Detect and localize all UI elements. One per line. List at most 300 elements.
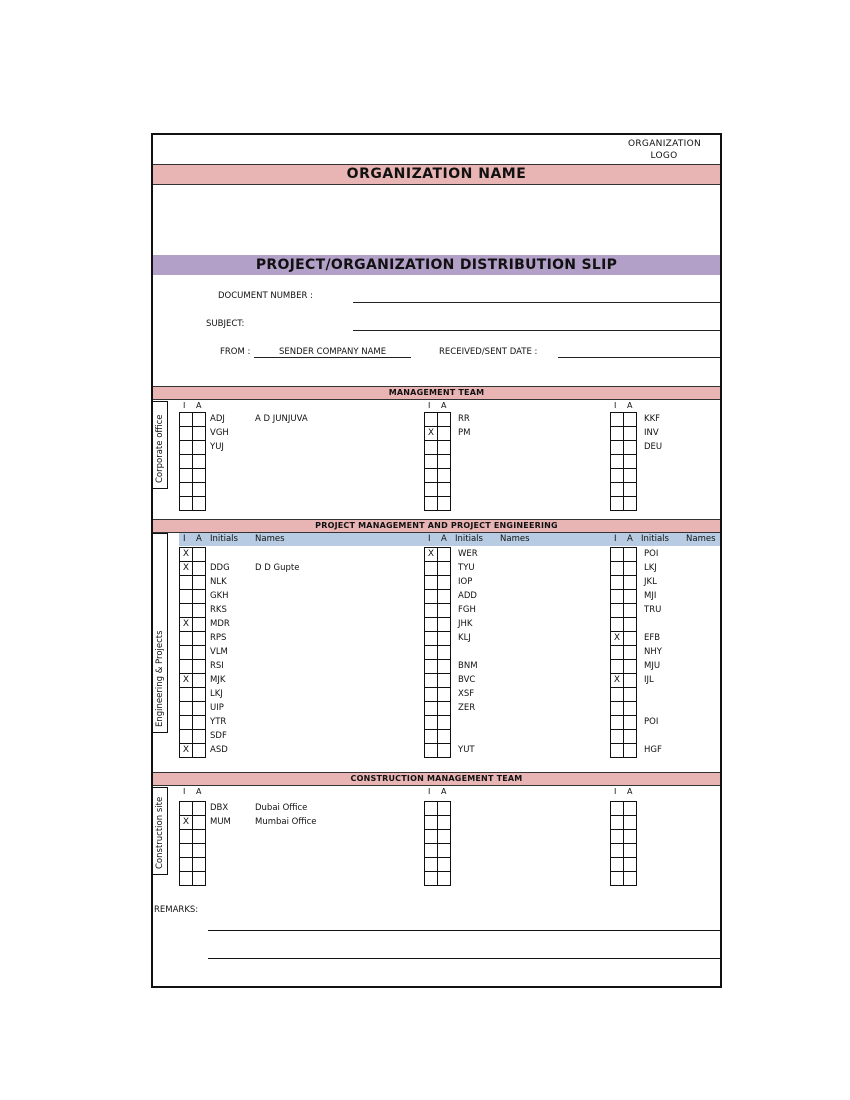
- eng-col1-a-checkbox[interactable]: [193, 730, 206, 744]
- eng-col3-a-checkbox[interactable]: [624, 632, 637, 646]
- eng-col1-row: [180, 646, 206, 660]
- mgmt-col2-a-checkbox[interactable]: [438, 441, 451, 455]
- mgmt-col1-a-checkbox[interactable]: [193, 427, 206, 441]
- eng-col1-a-checkbox[interactable]: [193, 590, 206, 604]
- eng-col3-row: [611, 562, 637, 576]
- mgmt-col2-a-checkbox[interactable]: [438, 483, 451, 497]
- cons-col3-i-checkbox[interactable]: [611, 844, 624, 858]
- cons-col2-a-checkbox[interactable]: [438, 872, 451, 886]
- cons-col1-a-checkbox[interactable]: [193, 844, 206, 858]
- cons-col1-row: [180, 830, 206, 844]
- eng-col2-a-checkbox[interactable]: [438, 688, 451, 702]
- eng-col3-i-checkbox[interactable]: X: [611, 674, 624, 688]
- eng-col1-initials: NLK: [210, 577, 227, 587]
- eng-col3-a-checkbox[interactable]: [624, 562, 637, 576]
- eng-col2-i-checkbox[interactable]: [425, 590, 438, 604]
- mgmt-col3-i-checkbox[interactable]: [611, 497, 624, 511]
- construction-site-label: Construction site: [155, 796, 165, 869]
- eng-col1-i-checkbox[interactable]: [180, 576, 193, 590]
- mgmt-col2-i-checkbox[interactable]: X: [425, 427, 438, 441]
- mgmt-col1-row: [180, 413, 206, 427]
- mgmt-col3-row: [611, 469, 637, 483]
- eng-col2-row: [425, 562, 451, 576]
- mgmt-col3-row: [611, 441, 637, 455]
- eng-col1-initials: LKJ: [210, 689, 223, 699]
- cons-col1-i-checkbox[interactable]: [180, 858, 193, 872]
- cons-col3-row: [611, 858, 637, 872]
- cons-col3-i-checkbox[interactable]: [611, 816, 624, 830]
- cons-col3-a-checkbox[interactable]: [624, 872, 637, 886]
- eng-col3-initials: JKL: [644, 577, 657, 587]
- eng-col3-i-checkbox[interactable]: X: [611, 632, 624, 646]
- cons-col3-a-header: A: [627, 787, 633, 796]
- eng-col1-a-checkbox[interactable]: [193, 618, 206, 632]
- eng-col2-initials: WER: [458, 549, 478, 559]
- received-sent-date-field[interactable]: [558, 357, 720, 358]
- cons-col2-a-checkbox[interactable]: [438, 844, 451, 858]
- cons-col2-a-checkbox[interactable]: [438, 802, 451, 816]
- eng-col2-initials: TYU: [458, 563, 475, 573]
- mgmt-col3-row: [611, 497, 637, 511]
- mgmt-col2-row: [425, 427, 451, 441]
- eng-col2-a-checkbox[interactable]: [438, 576, 451, 590]
- from-label: FROM :: [220, 347, 251, 357]
- eng-col1-initials: VLM: [210, 647, 228, 657]
- mgmt-col1-i-header: I: [183, 401, 186, 410]
- mgmt-col3-a-checkbox[interactable]: [624, 441, 637, 455]
- cons-col1-a-checkbox[interactable]: [193, 830, 206, 844]
- eng-col2-row: [425, 604, 451, 618]
- mgmt-col2-a-checkbox[interactable]: [438, 469, 451, 483]
- eng-col2-i-checkbox[interactable]: X: [425, 548, 438, 562]
- cons-col3-a-checkbox[interactable]: [624, 816, 637, 830]
- eng-col2-i-checkbox[interactable]: [425, 618, 438, 632]
- subject-field[interactable]: [353, 330, 720, 331]
- eng-col3-i-header: I: [614, 534, 617, 544]
- subject-label: SUBJECT:: [206, 319, 245, 329]
- cons-col3-row: [611, 802, 637, 816]
- mgmt-col3-row: [611, 427, 637, 441]
- document-number-field[interactable]: [353, 302, 720, 303]
- eng-col2-a-checkbox[interactable]: [438, 562, 451, 576]
- eng-col1-a-checkbox[interactable]: [193, 646, 206, 660]
- eng-col2-row: [425, 660, 451, 674]
- eng-col1-names-header: Names: [255, 534, 285, 544]
- cons-col1-i-checkbox[interactable]: [180, 872, 193, 886]
- eng-col1-a-header: A: [196, 534, 202, 544]
- mgmt-col1-a-checkbox[interactable]: [193, 497, 206, 511]
- engineering-projects-label: Engineering & Projects: [155, 630, 165, 727]
- eng-col3-row: [611, 744, 637, 758]
- cons-col1-name: Mumbai Office: [255, 817, 317, 827]
- eng-col1-a-checkbox[interactable]: [193, 716, 206, 730]
- from-underline: [254, 357, 411, 358]
- eng-col3-i-checkbox[interactable]: [611, 548, 624, 562]
- eng-col2-a-checkbox[interactable]: [438, 604, 451, 618]
- cons-col1-initials: MUM: [210, 817, 231, 827]
- mgmt-col2-i-checkbox[interactable]: [425, 469, 438, 483]
- eng-col2-i-checkbox[interactable]: [425, 730, 438, 744]
- eng-col1-i-checkbox[interactable]: X: [180, 562, 193, 576]
- eng-col2-i-checkbox[interactable]: [425, 688, 438, 702]
- eng-col1-a-checkbox[interactable]: [193, 660, 206, 674]
- cons-col2-row: [425, 844, 451, 858]
- cons-col3-i-checkbox[interactable]: [611, 802, 624, 816]
- eng-col3-i-checkbox[interactable]: [611, 744, 624, 758]
- eng-col1-i-checkbox[interactable]: [180, 688, 193, 702]
- mgmt-col1-a-checkbox[interactable]: [193, 441, 206, 455]
- eng-col3-i-checkbox[interactable]: [611, 716, 624, 730]
- mgmt-col2-a-checkbox[interactable]: [438, 455, 451, 469]
- eng-col3-row: [611, 674, 637, 688]
- cons-col1-row: [180, 802, 206, 816]
- cons-col3-row: [611, 872, 637, 886]
- management-team-header: MANAGEMENT TEAM: [153, 386, 720, 400]
- eng-col3-i-checkbox[interactable]: [611, 618, 624, 632]
- eng-col3-a-checkbox[interactable]: [624, 646, 637, 660]
- mgmt-col3-i-checkbox[interactable]: [611, 413, 624, 427]
- eng-col2-a-checkbox[interactable]: [438, 716, 451, 730]
- mgmt-col1-a-checkbox[interactable]: [193, 469, 206, 483]
- eng-col3-initials: TRU: [644, 605, 662, 615]
- eng-col1-a-checkbox[interactable]: [193, 744, 206, 758]
- eng-col2-row: [425, 548, 451, 562]
- eng-col1-row: [180, 618, 206, 632]
- cons-col3-row: [611, 844, 637, 858]
- eng-col1-i-checkbox[interactable]: X: [180, 744, 193, 758]
- eng-col1-a-checkbox[interactable]: [193, 674, 206, 688]
- mgmt-col2-initials: PM: [458, 428, 471, 438]
- eng-col1-i-checkbox[interactable]: [180, 730, 193, 744]
- eng-col3-initials: IJL: [644, 675, 654, 685]
- eng-col2-a-checkbox[interactable]: [438, 646, 451, 660]
- mgmt-col1-initials: YUJ: [210, 442, 224, 452]
- eng-col2-initials-header: Initials: [455, 534, 483, 544]
- eng-col2-i-checkbox[interactable]: [425, 562, 438, 576]
- cons-col3-i-checkbox[interactable]: [611, 872, 624, 886]
- eng-col3-row: [611, 660, 637, 674]
- eng-col3-i-checkbox[interactable]: [611, 590, 624, 604]
- eng-col3-a-checkbox[interactable]: [624, 674, 637, 688]
- eng-col1-initials: RPS: [210, 633, 227, 643]
- eng-col1-a-checkbox[interactable]: [193, 562, 206, 576]
- eng-col3-i-checkbox[interactable]: [611, 730, 624, 744]
- eng-col2-i-checkbox[interactable]: [425, 702, 438, 716]
- cons-col2-row: [425, 858, 451, 872]
- organization-logo: [628, 138, 700, 162]
- eng-col1-a-checkbox[interactable]: [193, 688, 206, 702]
- eng-col3-checkbox-grid: [610, 547, 637, 758]
- cons-col1-a-checkbox[interactable]: [193, 872, 206, 886]
- from-value[interactable]: SENDER COMPANY NAME: [279, 347, 387, 357]
- cons-col2-i-checkbox[interactable]: [425, 816, 438, 830]
- eng-col1-a-checkbox[interactable]: [193, 576, 206, 590]
- mgmt-col1-row: [180, 497, 206, 511]
- mgmt-col3-a-checkbox[interactable]: [624, 427, 637, 441]
- eng-col1-a-checkbox[interactable]: [193, 548, 206, 562]
- eng-col1-i-checkbox[interactable]: [180, 604, 193, 618]
- cons-col3-i-checkbox[interactable]: [611, 858, 624, 872]
- cons-col1-a-checkbox[interactable]: [193, 816, 206, 830]
- eng-col1-i-checkbox[interactable]: [180, 716, 193, 730]
- mgmt-col1-i-checkbox[interactable]: [180, 441, 193, 455]
- mgmt-col1-row: [180, 455, 206, 469]
- cons-col2-row: [425, 872, 451, 886]
- eng-col2-initials: YUT: [458, 745, 475, 755]
- cons-col2-i-checkbox[interactable]: [425, 844, 438, 858]
- eng-col2-row: [425, 646, 451, 660]
- mgmt-col3-i-checkbox[interactable]: [611, 469, 624, 483]
- eng-col2-initials: ADD: [458, 591, 477, 601]
- cons-col2-row: [425, 830, 451, 844]
- eng-col1-checkbox-grid: [179, 547, 206, 758]
- eng-col2-row: [425, 744, 451, 758]
- eng-col3-a-checkbox[interactable]: [624, 576, 637, 590]
- eng-col1-row: [180, 674, 206, 688]
- remarks-line-2[interactable]: [208, 958, 720, 959]
- cons-col3-checkbox-grid: [610, 801, 637, 886]
- cons-col1-row: [180, 858, 206, 872]
- cons-col3-a-checkbox[interactable]: [624, 844, 637, 858]
- eng-col3-a-checkbox[interactable]: [624, 716, 637, 730]
- cons-col2-i-checkbox[interactable]: [425, 872, 438, 886]
- eng-col1-i-checkbox[interactable]: X: [180, 548, 193, 562]
- eng-col2-initials: BNM: [458, 661, 478, 671]
- eng-col2-row: [425, 702, 451, 716]
- eng-col3-a-checkbox[interactable]: [624, 618, 637, 632]
- mgmt-col3-a-checkbox[interactable]: [624, 497, 637, 511]
- cons-col1-i-checkbox[interactable]: [180, 844, 193, 858]
- mgmt-col3-a-checkbox[interactable]: [624, 413, 637, 427]
- cons-col1-name: Dubai Office: [255, 803, 308, 813]
- cons-col3-row: [611, 816, 637, 830]
- mgmt-col2-i-checkbox[interactable]: [425, 413, 438, 427]
- mgmt-col1-name: A D JUNJUVA: [255, 414, 308, 424]
- eng-col1-row: [180, 632, 206, 646]
- mgmt-col1-row: [180, 441, 206, 455]
- eng-col2-initials: FGH: [458, 605, 476, 615]
- mgmt-col2-checkbox-grid: [424, 412, 451, 511]
- eng-col1-row: [180, 716, 206, 730]
- remarks-line-1[interactable]: [208, 930, 720, 931]
- eng-col2-i-checkbox[interactable]: [425, 604, 438, 618]
- eng-col1-initials: MDR: [210, 619, 230, 629]
- mgmt-col3-i-checkbox[interactable]: [611, 441, 624, 455]
- eng-col1-row: [180, 744, 206, 758]
- cons-col2-i-checkbox[interactable]: [425, 802, 438, 816]
- eng-col3-a-checkbox[interactable]: [624, 744, 637, 758]
- eng-col2-checkbox-grid: [424, 547, 451, 758]
- eng-col1-a-checkbox[interactable]: [193, 604, 206, 618]
- eng-col3-row: [611, 646, 637, 660]
- logo-line-2: LOGO: [650, 151, 678, 161]
- mgmt-col3-i-checkbox[interactable]: [611, 427, 624, 441]
- eng-col3-a-checkbox[interactable]: [624, 730, 637, 744]
- eng-col2-a-checkbox[interactable]: [438, 590, 451, 604]
- cons-col1-a-checkbox[interactable]: [193, 858, 206, 872]
- eng-col1-i-checkbox[interactable]: [180, 646, 193, 660]
- eng-col2-a-checkbox[interactable]: [438, 632, 451, 646]
- cons-col2-i-header: I: [428, 787, 431, 796]
- mgmt-col3-i-checkbox[interactable]: [611, 483, 624, 497]
- eng-col2-row: [425, 632, 451, 646]
- mgmt-col3-checkbox-grid: [610, 412, 637, 511]
- eng-col1-initials: UIP: [210, 703, 224, 713]
- cons-col1-a-checkbox[interactable]: [193, 802, 206, 816]
- eng-col3-i-checkbox[interactable]: [611, 604, 624, 618]
- cons-col3-i-checkbox[interactable]: [611, 830, 624, 844]
- eng-col1-i-checkbox[interactable]: [180, 590, 193, 604]
- eng-col1-i-checkbox[interactable]: [180, 632, 193, 646]
- eng-col2-i-checkbox[interactable]: [425, 660, 438, 674]
- received-sent-date-label: RECEIVED/SENT DATE :: [439, 347, 538, 357]
- eng-col3-row: [611, 632, 637, 646]
- eng-col3-a-checkbox[interactable]: [624, 660, 637, 674]
- mgmt-col3-initials: INV: [644, 428, 659, 438]
- eng-col1-initials: GKH: [210, 591, 229, 601]
- mgmt-col1-i-checkbox[interactable]: [180, 455, 193, 469]
- cons-col3-a-checkbox[interactable]: [624, 830, 637, 844]
- cons-col1-checkbox-grid: [179, 801, 206, 886]
- eng-col3-row: [611, 548, 637, 562]
- mgmt-col1-i-checkbox[interactable]: [180, 483, 193, 497]
- eng-col1-a-checkbox[interactable]: [193, 632, 206, 646]
- eng-col2-initials: BVC: [458, 675, 476, 685]
- mgmt-col2-initials: RR: [458, 414, 470, 424]
- eng-col1-row: [180, 590, 206, 604]
- eng-col1-i-checkbox[interactable]: X: [180, 618, 193, 632]
- eng-col1-i-checkbox[interactable]: [180, 702, 193, 716]
- eng-col2-row: [425, 688, 451, 702]
- mgmt-col2-a-checkbox[interactable]: [438, 497, 451, 511]
- eng-col2-a-checkbox[interactable]: [438, 674, 451, 688]
- cons-col1-row: [180, 844, 206, 858]
- cons-col2-a-checkbox[interactable]: [438, 830, 451, 844]
- eng-col3-initials: POI: [644, 549, 659, 559]
- eng-col2-i-checkbox[interactable]: [425, 716, 438, 730]
- cons-col1-a-header: A: [196, 787, 202, 796]
- eng-col3-a-header: A: [627, 534, 633, 544]
- eng-col2-initials: KLJ: [458, 633, 471, 643]
- eng-col2-a-checkbox[interactable]: [438, 730, 451, 744]
- eng-col3-initials: LKJ: [644, 563, 657, 573]
- mgmt-col3-a-header: A: [627, 401, 633, 410]
- cons-col3-a-checkbox[interactable]: [624, 802, 637, 816]
- cons-col2-i-checkbox[interactable]: [425, 858, 438, 872]
- eng-col3-initials-header: Initials: [641, 534, 669, 544]
- eng-col3-a-checkbox[interactable]: [624, 548, 637, 562]
- mgmt-col2-a-checkbox[interactable]: [438, 427, 451, 441]
- mgmt-col2-a-checkbox[interactable]: [438, 413, 451, 427]
- eng-col2-initials: JHK: [458, 619, 473, 629]
- eng-col1-i-header: I: [183, 534, 186, 544]
- mgmt-col1-initials: ADJ: [210, 414, 225, 424]
- mgmt-col3-i-checkbox[interactable]: [611, 455, 624, 469]
- eng-col1-i-checkbox[interactable]: [180, 660, 193, 674]
- eng-col3-initials: MJI: [644, 591, 657, 601]
- eng-col3-row: [611, 576, 637, 590]
- eng-col3-i-checkbox[interactable]: [611, 660, 624, 674]
- eng-col1-initials: ASD: [210, 745, 228, 755]
- mgmt-col2-i-checkbox[interactable]: [425, 441, 438, 455]
- mgmt-col2-i-checkbox[interactable]: [425, 497, 438, 511]
- cons-col1-i-checkbox[interactable]: X: [180, 816, 193, 830]
- eng-col3-i-checkbox[interactable]: [611, 646, 624, 660]
- eng-col2-initials: ZER: [458, 703, 476, 713]
- cons-col3-row: [611, 830, 637, 844]
- eng-col3-i-checkbox[interactable]: [611, 688, 624, 702]
- eng-col3-i-checkbox[interactable]: [611, 576, 624, 590]
- mgmt-col2-row: [425, 483, 451, 497]
- eng-col2-row: [425, 576, 451, 590]
- mgmt-col1-checkbox-grid: [179, 412, 206, 511]
- eng-col2-i-header: I: [428, 534, 431, 544]
- eng-col1-i-checkbox[interactable]: X: [180, 674, 193, 688]
- eng-col2-a-checkbox[interactable]: [438, 548, 451, 562]
- eng-col3-a-checkbox[interactable]: [624, 688, 637, 702]
- cons-col2-a-checkbox[interactable]: [438, 816, 451, 830]
- eng-col3-initials: MJU: [644, 661, 661, 671]
- eng-col3-a-checkbox[interactable]: [624, 604, 637, 618]
- mgmt-col1-i-checkbox[interactable]: [180, 413, 193, 427]
- eng-col2-i-checkbox[interactable]: [425, 744, 438, 758]
- eng-col1-initials: SDF: [210, 731, 227, 741]
- cons-col2-a-checkbox[interactable]: [438, 858, 451, 872]
- eng-col3-initials: HGF: [644, 745, 662, 755]
- slip-title: PROJECT/ORGANIZATION DISTRIBUTION SLIP: [153, 255, 720, 275]
- mgmt-col1-i-checkbox[interactable]: [180, 497, 193, 511]
- eng-col3-initials: NHY: [644, 647, 662, 657]
- eng-col1-a-checkbox[interactable]: [193, 702, 206, 716]
- mgmt-col1-i-checkbox[interactable]: [180, 469, 193, 483]
- eng-col2-i-checkbox[interactable]: [425, 646, 438, 660]
- eng-col2-i-checkbox[interactable]: [425, 674, 438, 688]
- cons-col1-i-checkbox[interactable]: [180, 830, 193, 844]
- eng-col3-a-checkbox[interactable]: [624, 590, 637, 604]
- mgmt-col1-a-checkbox[interactable]: [193, 483, 206, 497]
- eng-col2-i-checkbox[interactable]: [425, 632, 438, 646]
- mgmt-col2-i-checkbox[interactable]: [425, 455, 438, 469]
- mgmt-col1-i-checkbox[interactable]: [180, 427, 193, 441]
- mgmt-col3-a-checkbox[interactable]: [624, 483, 637, 497]
- mgmt-col1-a-checkbox[interactable]: [193, 455, 206, 469]
- mgmt-col3-a-checkbox[interactable]: [624, 455, 637, 469]
- eng-col3-row: [611, 590, 637, 604]
- eng-col2-names-header: Names: [500, 534, 530, 544]
- eng-col2-a-checkbox[interactable]: [438, 744, 451, 758]
- eng-col1-row: [180, 576, 206, 590]
- cons-col1-i-checkbox[interactable]: [180, 802, 193, 816]
- eng-col3-a-checkbox[interactable]: [624, 702, 637, 716]
- eng-col2-i-checkbox[interactable]: [425, 576, 438, 590]
- eng-col3-i-checkbox[interactable]: [611, 702, 624, 716]
- mgmt-col2-i-checkbox[interactable]: [425, 483, 438, 497]
- eng-col3-i-checkbox[interactable]: [611, 562, 624, 576]
- cons-col2-i-checkbox[interactable]: [425, 830, 438, 844]
- mgmt-col3-a-checkbox[interactable]: [624, 469, 637, 483]
- cons-col3-a-checkbox[interactable]: [624, 858, 637, 872]
- cons-col2-checkbox-grid: [424, 801, 451, 886]
- eng-col1-initials: RSI: [210, 661, 224, 671]
- eng-col2-a-checkbox[interactable]: [438, 702, 451, 716]
- mgmt-col1-a-checkbox[interactable]: [193, 413, 206, 427]
- eng-col2-a-checkbox[interactable]: [438, 660, 451, 674]
- eng-col2-a-checkbox[interactable]: [438, 618, 451, 632]
- mgmt-col2-row: [425, 413, 451, 427]
- eng-col3-row: [611, 604, 637, 618]
- document-number-label: DOCUMENT NUMBER :: [218, 291, 313, 301]
- eng-col2-row: [425, 618, 451, 632]
